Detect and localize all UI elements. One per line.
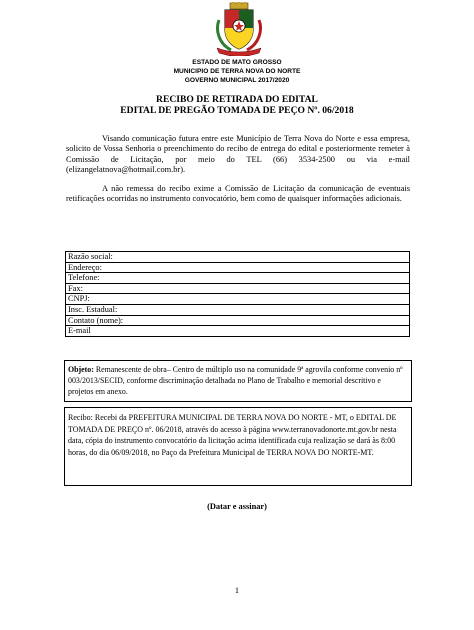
objeto-label: Objeto: <box>68 365 94 374</box>
field-razao-social[interactable]: Razão social: <box>66 252 410 263</box>
form-row[interactable] <box>66 315 410 326</box>
letterhead-state: ESTADO DE MATO GROSSO <box>192 59 282 66</box>
field-endereco[interactable]: Endereço: <box>66 262 410 273</box>
form-row[interactable] <box>66 262 410 273</box>
field-fax[interactable]: Fax: <box>66 283 410 294</box>
recibo-text: Recibo: Recebi da PREFEITURA MUNICIPAL DE TERRA NOVA DO NORTE - MT, o EDITAL DE TOMADA DE PREÇO nº. 06/2018, através do acesso à página www.terranovadonorte.mt.gov.br nesta data, cópia do instrumento convocatório da licitação acima identificada cuja realização se dará às 8:00 horas, do dia 06/09/2018, no Paço da Prefeitura Municipal de TERRA NOVA DO NORTE-MT. <box>68 413 397 457</box>
letterhead-municipality: MUNICIPIO DE TERRA NOVA DO NORTE <box>173 68 301 75</box>
form-row[interactable] <box>66 294 410 305</box>
recibo-box <box>64 407 412 486</box>
coat-of-arms-icon <box>213 2 265 56</box>
field-cnpj[interactable]: CNPJ: <box>66 294 410 305</box>
form-row[interactable] <box>66 283 410 294</box>
field-contato[interactable]: Contato (nome): <box>66 315 410 326</box>
form-row[interactable] <box>66 252 410 263</box>
title-line-2: EDITAL DE PREGÃO TOMADA DE PEÇO Nº. 06/2018 <box>120 105 354 116</box>
document-title <box>0 94 474 116</box>
title-line-1: RECIBO DE RETIRADA DO EDITAL <box>156 94 318 105</box>
letterhead-government: GOVERNO MUNICIPAL 2017/2020 <box>184 77 290 84</box>
paragraph-notice-text: A não remessa do recibo exime a Comissão de Licitação da comunicação de eventuais retificações ocorridas no instrumento convocatório, bem como de quaisquer informações adicionais. <box>66 184 410 204</box>
field-telefone[interactable]: Telefone: <box>66 273 410 284</box>
form-row[interactable] <box>66 326 410 337</box>
form-row[interactable] <box>66 304 410 315</box>
paragraph-intro <box>66 134 410 176</box>
objeto-box <box>64 360 412 402</box>
field-insc-estadual[interactable]: Insc. Estadual: <box>66 304 410 315</box>
form-row[interactable] <box>66 273 410 284</box>
objeto-text: Remanescente de obra– Centro de múltiplo uso na comunidade 9ª agrovila conforme convenio nº 003/2013/SECID, conforme discriminação detalhada no Plano de Trabalho e memorial descritivo e projetos em anexo. <box>68 365 403 396</box>
page-number: 1 <box>234 586 240 595</box>
company-info-form <box>65 251 410 337</box>
paragraph-intro-text: Visando comunicação futura entre este Município de Terra Nova do Norte e essa empresa, solicito de Vossa Senhoria o preenchimento do recibo de entrega do edital e posteriormente remeter à Comissão de Licitação, por meio do TEL (66) 3534-2500 ou via e-mail (elizangelatnova@hotmail.com.br). <box>66 134 410 175</box>
letterhead <box>0 58 474 85</box>
field-email[interactable]: E-mail <box>66 326 410 337</box>
signature-instruction: (Datar e assinar) <box>207 502 267 511</box>
paragraph-notice <box>66 184 410 205</box>
